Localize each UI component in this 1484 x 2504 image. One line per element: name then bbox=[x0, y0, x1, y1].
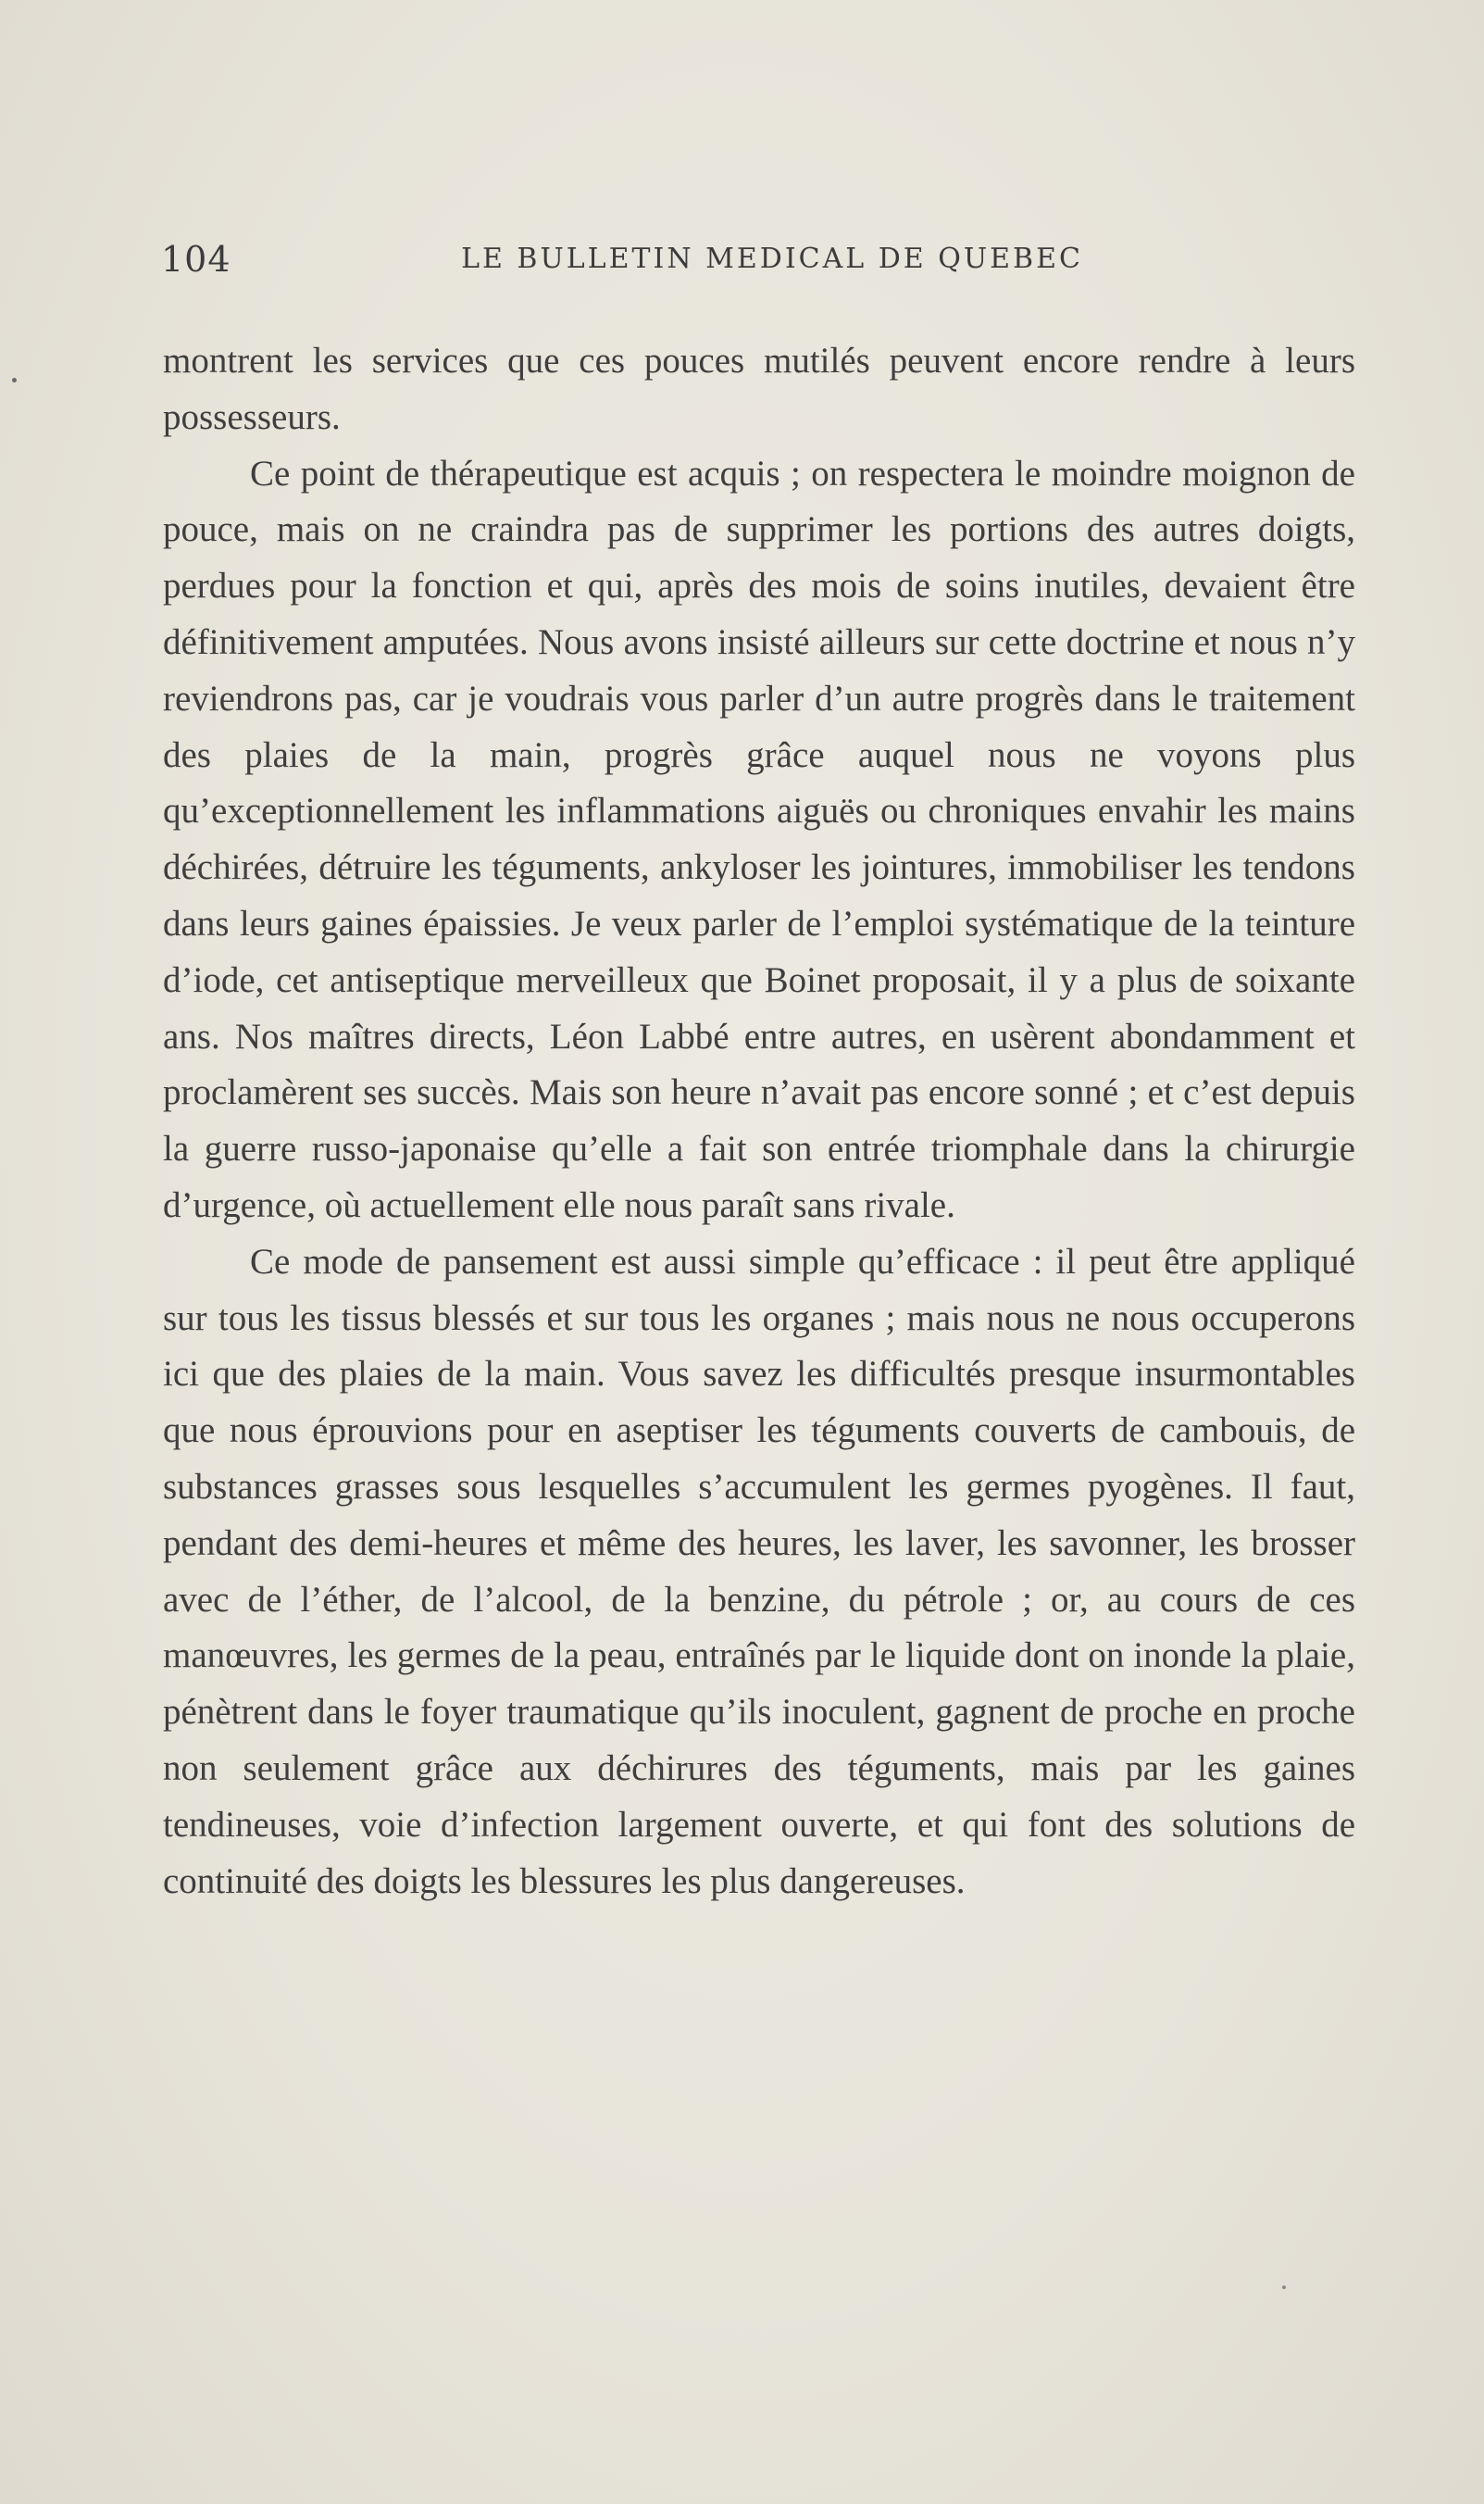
ink-speck bbox=[12, 378, 17, 382]
page-number: 104 bbox=[161, 239, 231, 280]
page-header bbox=[161, 239, 1352, 285]
paragraph-2: Ce point de thérapeutique est acquis ; on respectera le moindre moignon de pouce, mais on ne craindra pas de supprimer les portions des autres doigts, perdues pour la fonction et qui, après des mois de soins inutiles, devaient être définitivement amputées. Nous avons insisté ailleurs sur cette doctrine et nous n’y reviendrons pas, car je voudrais vous parler d’un autre progrès dans le traitement des plaies de la main, progrès grâce auquel nous ne voyons plus qu’exceptionnellement les inflammations aiguës ou chroniques envahir les mains déchirées, détruire les téguments, ankyloser les jointures, immobiliser les tendons dans leurs gaines épaissies. Je veux parler de l’emploi systématique de la teinture d’iode, cet antiseptique merveilleux que Boinet proposait, il y a plus de soixante ans. Nos maîtres directs, Léon Labbé entre autres, en usèrent abondamment et proclamèrent ses succès. Mais son heure n’avait pas encore sonné ; et c’est depuis la guerre russo-japonaise qu’elle a fait son entrée triomphale dans la chirurgie d’urgence, où actuellement elle nous paraît sans rivale. bbox=[163, 453, 1355, 1225]
running-title: LE BULLETIN MEDICAL DE QUEBEC bbox=[461, 243, 1083, 275]
paragraph-3: Ce mode de pansement est aussi simple qu’efficace : il peut être appliqué sur tous les tissus blessés et sur tous les organes ; mais nous ne nous occuperons ici que des plaies de la main. Vous savez les difficultés presque insurmontables que nous éprouvions pour en aseptiser les téguments couverts de cambouis, de substances grasses sous lesquelles s’accumulent les germes pyogènes. Il faut, pendant des demi-heures et même des heures, les laver, les savonner, les brosser avec de l’éther, de l’alcool, de la benzine, du pétrole ; or, au cours de ces manœuvres, les germes de la peau, entraînés par le liquide dont on inonde la plaie, pénètrent dans le foyer traumatique qu’ils inoculent, gagnent de proche en proche non seulement grâce aux déchirures des téguments, mais par les gaines tendineuses, voie d’infection largement ouverte, et qui font des solutions de continuité des doigts les blessures les plus dangereuses. bbox=[163, 1241, 1355, 1901]
ink-speck bbox=[1282, 2285, 1286, 2289]
paragraph-1: montrent les services que ces pouces mutilés peuvent encore rendre à leurs possesseurs. bbox=[163, 341, 1355, 437]
body-text bbox=[163, 333, 1355, 1909]
